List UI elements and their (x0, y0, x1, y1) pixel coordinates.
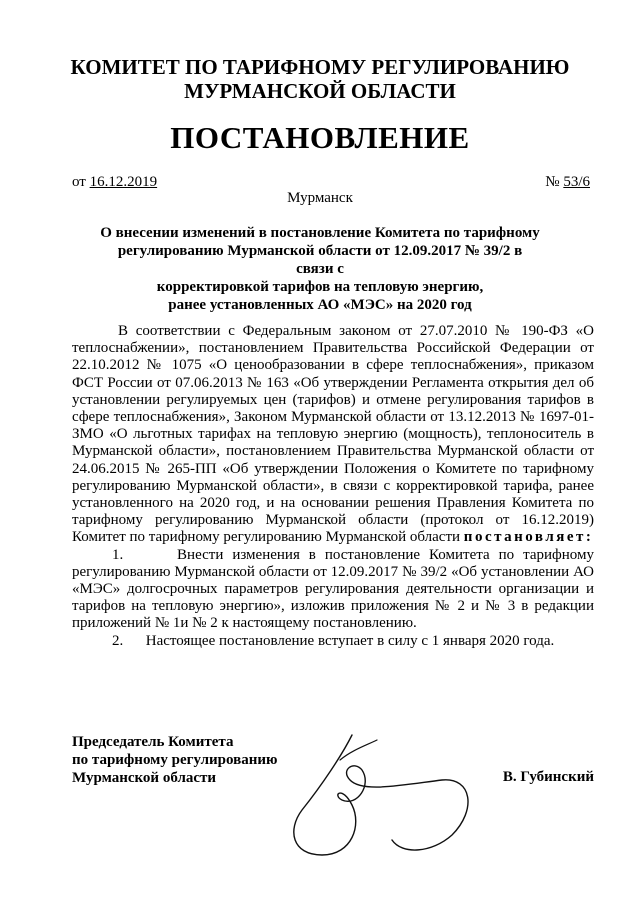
preamble-text: В соответствии с Федеральным законом от 27.07.2010 № 190-ФЗ «О теплоснабжении», постановлением Правительства Российской Федерации от 22.10.2012 № 1075 «О ценообразовании в сфере теплоснабжения», приказом ФСТ России от 07.06.2013 № 163 «Об утверждении Регламента открытия дел об установлении регулируемых цен (тарифов) и отмене регулирования тарифов в сфере теплоснабжения», Законом Мурманской области от 13.12.2013 № 1697-01-ЗМО «О льготных тарифах на тепловую энергию (мощность), теплоноситель в Мурманской области», постановлением Правительства Мурманской области от 24.06.2015 № 265-ПП «Об утверждении Положения о Комитете по тарифному регулированию Мурманской области», в связи с корректировкой тарифа, ранее установленного на 2020 год, и на основании решения Правления Комитета по тарифному регулированию Мурманской области (протокол от 16.12.2019) Комитет по тарифному регулированию Мурманской области (72, 323, 594, 546)
document-number (545, 174, 590, 191)
document-body (72, 323, 594, 650)
subject-line-2: регулированию Мурманской области от 12.09.2017 № 39/2 в связи с (117, 243, 523, 277)
number-prefix: № (545, 174, 564, 190)
header-line-1: КОМИТЕТ ПО ТАРИФНОМУ РЕГУЛИРОВАНИЮ (70, 55, 570, 79)
document-title: ПОСТАНОВЛЕНИЕ (170, 120, 470, 155)
item-2 (72, 633, 594, 650)
committee-header (0, 55, 640, 103)
number-value: 53/6 (563, 174, 590, 190)
handwritten-signature (282, 715, 482, 865)
document-subject (100, 224, 540, 314)
document-date (72, 174, 157, 191)
header-line-2: МУРМАНСКОЙ ОБЛАСТИ (184, 79, 456, 103)
item-1-number: 1. (112, 546, 124, 563)
date-prefix: от (72, 174, 90, 190)
item-1-text: Внести изменения в постановление Комитета по тарифному регулированию Мурманской области от 12.09.2017 № 39/2 «Об установлении АО «МЭС» долгосрочных параметров регулирования деятельности организации и тарифов на тепловую энергию», изложив приложения № 2 и № 3 в редакции приложений № 1и № 2 к настоящему постановлению. (72, 546, 594, 632)
date-value: 16.12.2019 (89, 174, 158, 190)
signer-line-3: Мурманской области (72, 770, 217, 786)
document-city: Мурманск (287, 190, 353, 206)
signer-title (72, 733, 277, 787)
signer-name: В. Губинский (502, 769, 594, 785)
decree-word: постановляет: (463, 529, 594, 546)
item-1 (72, 547, 594, 633)
preamble-paragraph (72, 323, 594, 547)
subject-line-4: ранее установленных АО «МЭС» на 2020 год (168, 297, 472, 313)
item-2-text: Настоящее постановление вступает в силу с 1 января 2020 года. (145, 632, 555, 649)
subject-line-1: О внесении изменений в постановление Комитета по тарифному (100, 225, 540, 241)
signer-line-1: Председатель Комитета (72, 734, 234, 750)
item-2-number: 2. (112, 632, 124, 649)
signer-line-2: по тарифному регулированию (72, 752, 278, 768)
subject-line-3: корректировкой тарифов на тепловую энергию, (156, 279, 484, 295)
